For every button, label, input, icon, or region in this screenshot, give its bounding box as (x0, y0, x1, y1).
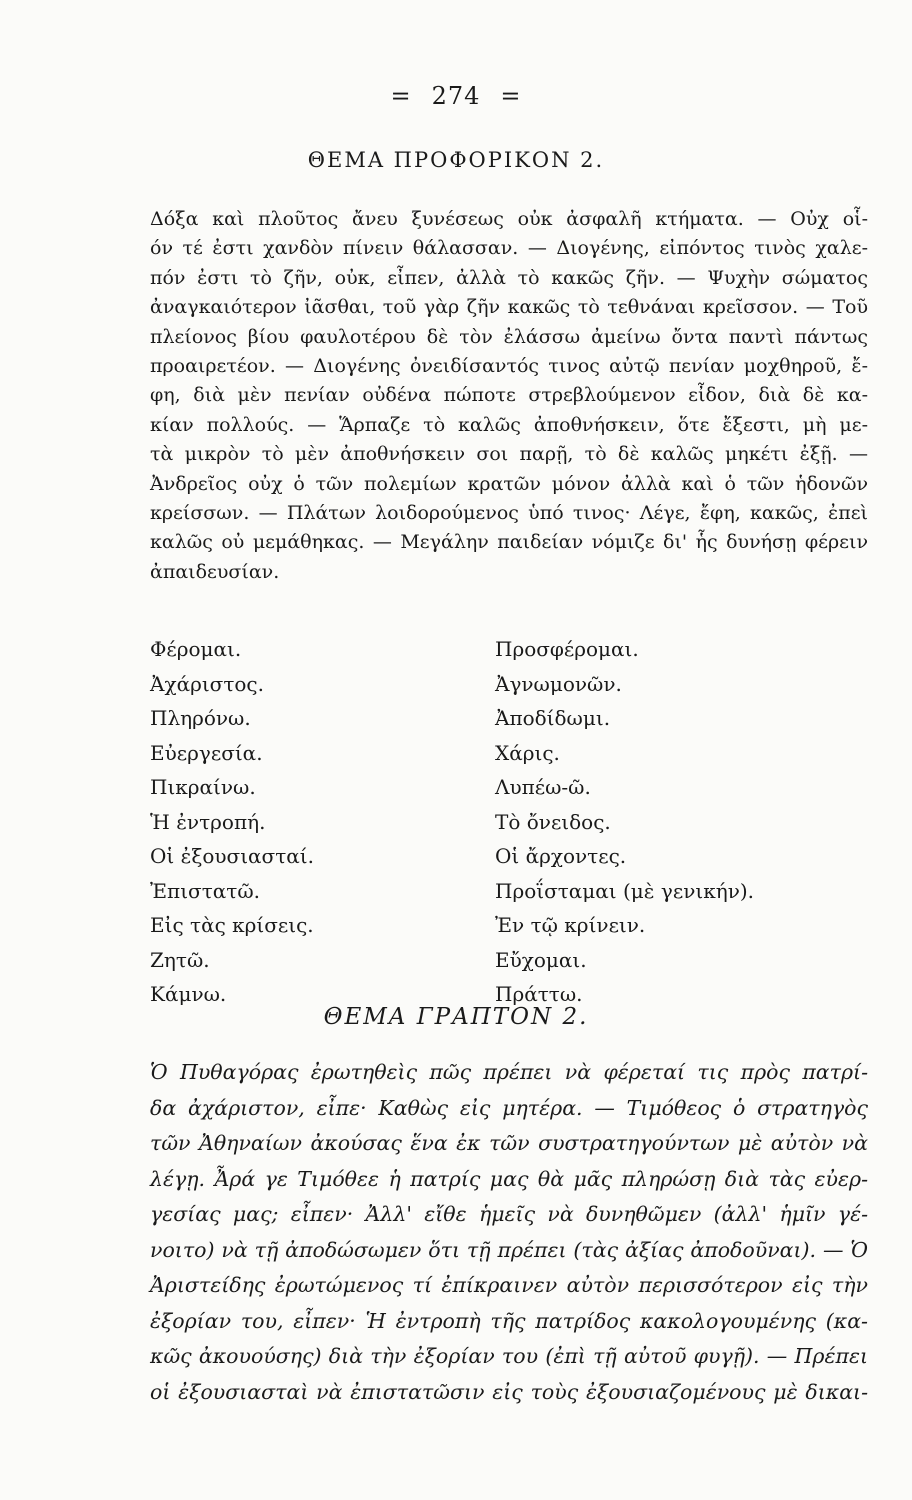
vocab-word: Εὔχομαι. (495, 947, 587, 972)
written-line: Ὁ Πυθαγόρας ἐρωτηθεὶς πῶς πρέπει νὰ φέρεταί τις πρὸς πατρί- (150, 1060, 868, 1084)
vocab-word: Πικραίνω. (150, 775, 256, 799)
written-line: Ἀριστείδης ἐρωτώμενος τί ἐπίκραινεν αὐτὸν περισσότερον εἰς τὴν (150, 1273, 868, 1297)
page-number-value: 274 (431, 82, 481, 110)
written-line: δα ἀχάριστον, εἶπε· Καθὼς εἰς μητέρα. — Τιμόθεος ὁ στρατηγὸς (150, 1095, 868, 1120)
page-number-ornament-left: = (390, 82, 412, 110)
written-exercise-text (150, 1055, 868, 1410)
vocab-word: Προΐσταμαι (μὲ γενικήν). (495, 878, 755, 903)
written-line: τῶν Ἀθηναίων ἀκούσας ἕνα ἐκ τῶν συστρατηγούντων μὲ αὐτὸν νὰ (150, 1131, 868, 1155)
prose-line: ἀπαιδευσίαν. (150, 560, 280, 583)
vocab-word: Φέρομαι. (150, 637, 242, 661)
vocab-word: Λυπέω-ῶ. (495, 775, 591, 799)
prose-line: καλῶς οὐ μεμάθηκας. — Μεγάλην παιδείαν νόμιζε δι' ἧς δυνήσῃ φέρειν (150, 531, 868, 554)
prose-line: κίαν πολλούς. — Ἅρπαζε τὸ καλῶς ἀποθνήσκειν, ὅτε ἔξεστι, μὴ με- (150, 413, 868, 436)
vocab-word: Ζητῶ. (150, 947, 210, 972)
vocab-word: Πληρόνω. (150, 706, 251, 730)
prose-line: φη, διὰ μὲν πενίαν οὐδένα πώποτε στρεβλούμενον εἶδον, διὰ δὲ κα- (150, 384, 868, 407)
vocab-word: Πράττω. (495, 982, 583, 1006)
page-number-ornament-right: = (500, 82, 522, 110)
heading-oral-exercise: ΘΕΜΑ ΠΡΟΦΟΡΙΚΟΝ 2. (307, 148, 605, 172)
vocab-word: Εἰς τὰς κρίσεις. (150, 913, 314, 937)
prose-line: πόν ἐστι τὸ ζῆν, οὐκ, εἶπεν, ἀλλὰ τὸ κακῶς ζῆν. — Ψυχὴν σώματος (150, 266, 868, 289)
vocab-word: Ἀγνωμονῶν. (495, 671, 622, 696)
prose-line: Δόξα καὶ πλοῦτος ἄνευ ξυνέσεως οὐκ ἀσφαλῆ κτήματα. — Οὐχ οἷ- (150, 208, 868, 230)
written-line: νοιτο) νὰ τῇ ἀποδώσωμεν ὅτι τῇ πρέπει (τὰς ἀξίας ἀποδοῦναι). — Ὁ (150, 1237, 868, 1262)
vocabulary-column-right (495, 632, 754, 1012)
vocab-word: Προσφέρομαι. (495, 637, 639, 661)
written-line: οἱ ἐξουσιασταὶ νὰ ἐπιστατῶσιν εἰς τοὺς ἐξουσιαζομένους μὲ δικαι- (150, 1379, 868, 1404)
written-line: γεσίας μας; εἶπεν· Ἀλλ' εἴθε ἡμεῖς νὰ δυνηθῶμεν (ἀλλ' ἡμῖν γέ- (150, 1202, 868, 1226)
heading-written-exercise: ΘΕΜΑ ΓΡΑΠΤΟΝ 2. (323, 1004, 589, 1030)
written-line: κῶς ἀκουούσης) διὰ τὴν ἐξορίαν του (ἐπὶ τῇ αὐτοῦ φυγῇ). — Πρέπει (150, 1344, 868, 1368)
vocabulary-column-left (150, 632, 314, 1012)
page-number (0, 82, 912, 110)
prose-line: τὰ μικρὸν τὸ μὲν ἀποθνήσκειν σοι παρῇ, τὸ δὲ καλῶς μηκέτι ἐξῇ. — (150, 443, 868, 466)
vocab-word: Ἀποδίδωμι. (495, 706, 611, 730)
oral-exercise-text (150, 205, 868, 587)
prose-line: ἀναγκαιότερον ἰᾶσθαι, τοῦ γὰρ ζῆν κακῶς τὸ τεθνάναι κρεῖσσον. — Τοῦ (150, 296, 868, 319)
vocab-word: Κάμνω. (150, 982, 227, 1006)
vocab-word: Ἀχάριστος. (150, 671, 264, 696)
vocab-word: Ἐπιστατῶ. (150, 878, 260, 903)
vocab-word: Εὐεργεσία. (150, 740, 263, 765)
vocab-word: Τὸ ὄνειδος. (495, 809, 611, 834)
vocab-word: Ἐν τῷ κρίνειν. (495, 913, 646, 937)
prose-line: κρείσσων. — Πλάτων λοιδορούμενος ὑπό τινος· Λέγε, ἔφη, κακῶς, ἐπεὶ (150, 502, 868, 525)
vocab-word: Χάρις. (495, 740, 560, 765)
vocab-word: Οἱ ἄρχοντες. (495, 844, 627, 868)
vocab-word: Οἱ ἐξουσιασταί. (150, 844, 314, 868)
prose-line: πλείονος βίου φαυλοτέρου δὲ τὸν ἐλάσσω ἀμείνω ὄντα παντὶ πάντως (150, 325, 868, 348)
written-line: ἐξορίαν του, εἶπεν· Ἡ ἐντροπὴ τῆς πατρίδος κακολογουμένης (κα- (150, 1308, 868, 1333)
vocab-word: Ἡ ἐντροπή. (150, 809, 266, 834)
written-line: λέγῃ. Ἆρά γε Τιμόθεε ἡ πατρίς μας θὰ μᾶς πληρώσῃ διὰ τὰς εὐερ- (150, 1166, 868, 1191)
prose-line: προαιρετέον. — Διογένης ὀνειδίσαντός τινος αὐτῷ πενίαν μοχθηροῦ, ἔ- (150, 355, 868, 378)
prose-line: όν τέ ἐστι χανδὸν πίνειν θάλασσαν. — Διογένης, εἰπόντος τινὸς χαλε- (150, 237, 868, 260)
prose-line: Ἀνδρεῖος οὐχ ὁ τῶν πολεμίων κρατῶν μόνον ἀλλὰ καὶ ὁ τῶν ἡδονῶν (150, 472, 868, 495)
